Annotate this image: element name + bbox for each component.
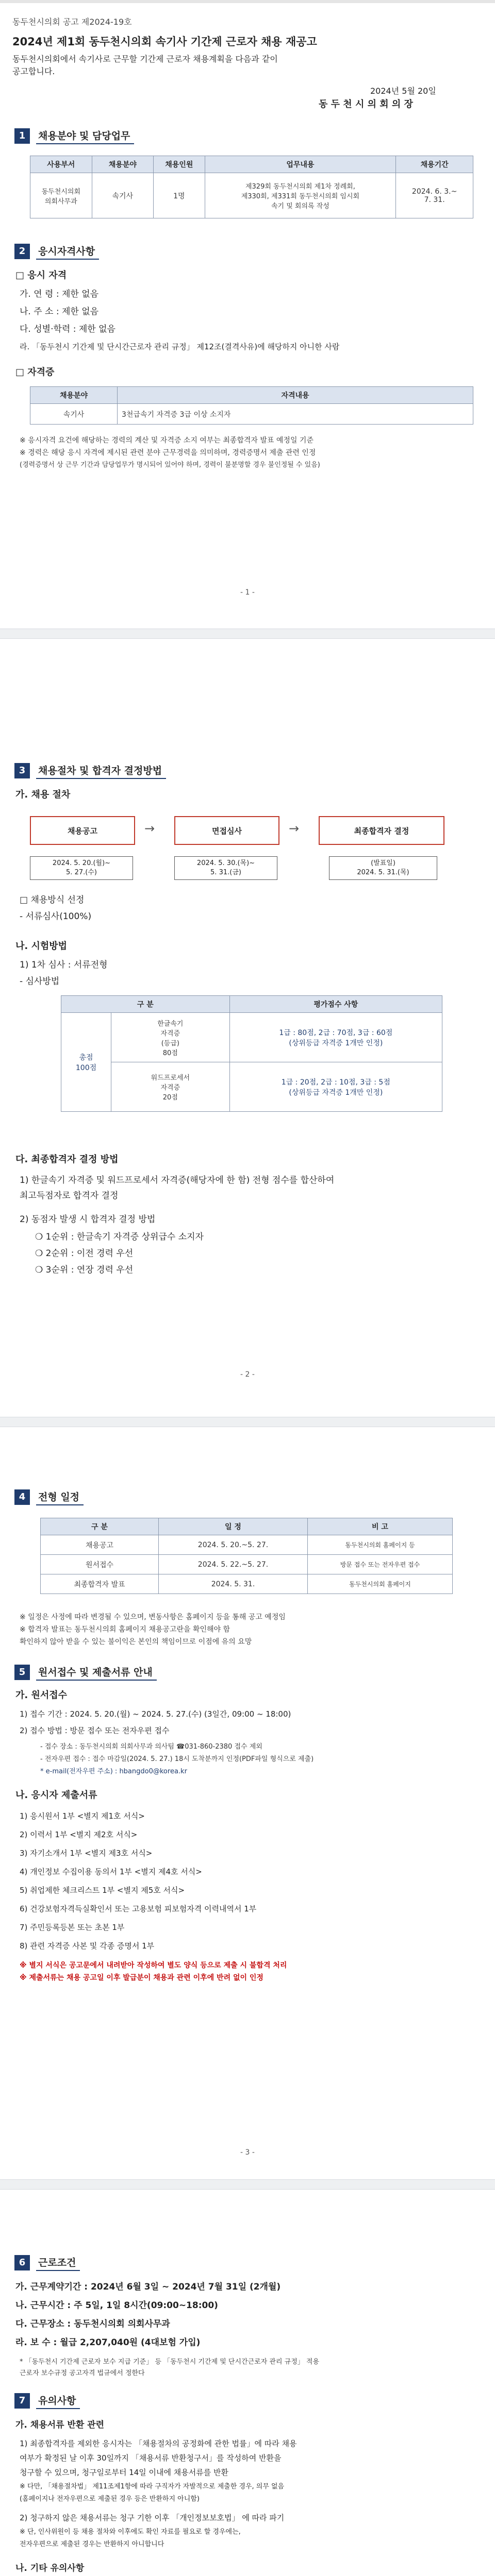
th-sched-cat: 구 분: [41, 1518, 159, 1535]
page-number: - 1 -: [240, 588, 255, 597]
document-title: 2024년 제1회 동두천시의회 속기사 기간제 근로자 채용 재공고: [12, 36, 317, 48]
notice-date: 2024년 5월 20일: [370, 86, 436, 96]
flow-date-3: (발표일) 2024. 5. 31.(목): [329, 856, 437, 880]
page-separator: [0, 2179, 495, 2190]
document-item: 5) 취업제한 체크리스트 1부 <별지 제5호 서식>: [20, 1886, 185, 1895]
section-number: 5: [14, 1665, 30, 1680]
section-title: 근로조건: [36, 2255, 80, 2271]
page-4: [9, 2195, 486, 2576]
notice-number: 동두천시의회 공고 제2024-19호: [12, 17, 132, 27]
th-sched-note: 비 고: [308, 1518, 453, 1535]
section-7-header: [14, 2393, 80, 2409]
procedure-heading: 가. 채용 절차: [15, 789, 71, 800]
tie-rule-1: ❍ 1순위 : 한글속기 자격증 상위급수 소지자: [35, 1232, 204, 1242]
td-eval-cat-1: 한글속기 자격증 (등급) 80점: [111, 1013, 230, 1062]
salary: 라. 보 수 : 월급 2,207,040원 (4대보험 가입): [15, 2337, 201, 2348]
td-total: 총점 100점: [61, 1013, 111, 1112]
arrow-icon: →: [144, 821, 155, 836]
section-4-header: [14, 1489, 84, 1505]
schedule-note-2: ※ 합격자 발표는 동두천시의회 홈페이지 채용공고란을 확인해야 함: [20, 1625, 230, 1634]
application-period: 1) 접수 기간 : 2024. 5. 20.(월) ~ 2024. 5. 27.(수) (3일간, 09:00 ~ 18:00): [20, 1709, 291, 1719]
section-number: 1: [14, 128, 30, 144]
return-line: ※ 다만, 「채용절차법」 제11조제1항에 따라 구직자가 자발적으로 제출한 경우, 의무 없음: [20, 2483, 285, 2490]
page-separator: [0, 1417, 495, 1427]
note-1: ※ 응시자격 요건에 해당하는 경력의 계산 및 자격증 소지 여부는 최종합격자 발표 예정일 기준: [20, 436, 314, 445]
application-email-rule: - 전자우편 접수 : 접수 마감일(2024. 5. 27.) 18시 도착분까지 인정(PDF파일 형식으로 제출): [40, 1755, 314, 1763]
td-eval-score-2: 1급 : 20점, 2급 : 10점, 3급 : 5점 (상위등급 자격증 1개만 인정): [229, 1062, 442, 1112]
document-item: 6) 건강보험자격득실확인서 또는 고용보험 피보험자격 이력내역서 1부: [20, 1904, 257, 1913]
license-table: [30, 386, 473, 425]
th-period: 채용기간: [396, 156, 473, 173]
schedule-note-3: 확인하지 않아 받을 수 있는 불이익은 본인의 책임이므로 이점에 유의 요망: [20, 1638, 252, 1646]
arrow-icon: →: [289, 821, 300, 836]
page-1: [9, 6, 486, 624]
td-sched-note: 동두천시의회 홈페이지: [308, 1574, 453, 1594]
document-item: 8) 관련 자격증 사본 및 각종 증명서 1부: [20, 1941, 155, 1951]
document-item: 2) 이력서 1부 <별지 제2호 서식>: [20, 1830, 138, 1839]
page-2: [9, 644, 486, 1417]
td-sched-cat: 최종합격자 발표: [41, 1574, 159, 1594]
section-number: 4: [14, 1489, 30, 1505]
td-count: 1명: [154, 173, 205, 218]
job-table: [30, 156, 473, 218]
th-eval-category: 구 분: [61, 996, 230, 1013]
return-line: 청구할 수 있으며, 청구일로부터 14일 이내에 채용서류를 반환: [20, 2468, 228, 2477]
td-sched-date: 2024. 5. 31.: [159, 1574, 308, 1594]
flow-step-2: 면접심사: [174, 816, 279, 845]
application-place: - 접수 장소 : 동두천시의회 의회사무과 의사팀 ☎031-860-2380 접수 제외: [40, 1743, 262, 1751]
document-item: 7) 주민등록등본 또는 초본 1부: [20, 1923, 125, 1932]
document-item: 1) 응시원서 1부 <별지 제1호 서식>: [20, 1811, 145, 1821]
td-sched-cat: 원서접수: [41, 1555, 159, 1574]
section-number: 6: [14, 2255, 30, 2270]
section-3-header: [14, 762, 166, 779]
first-screening: 1) 1차 심사 : 서류전형: [20, 960, 108, 970]
return-line: (홈페이지나 전자우편으로 제출된 경우 등은 반환하지 아니함): [20, 2495, 200, 2503]
tie-rule-2: ❍ 2순위 : 이전 경력 우선: [35, 1248, 134, 1259]
intro-line-2: 공고합니다.: [12, 66, 55, 76]
td-lic-content: 3천급속기 자격증 3급 이상 소지자: [118, 404, 473, 425]
note-2: ※ 경력은 해당 응시 자격에 제시된 관련 분야 근무경력을 의미하며, 경력증명서 제출 관련 인정: [20, 449, 316, 457]
th-sched-date: 일 정: [159, 1518, 308, 1535]
intro-line-1: 동두천시의회에서 속기사로 근무할 기간제 근로자 채용계획을 다음과 같이: [12, 54, 278, 64]
schedule-table: [40, 1518, 453, 1594]
flow-step-3: 최종합격자 결정: [319, 816, 444, 845]
section-6-header: [14, 2255, 80, 2271]
disposal-line: 전자우편으로 제출된 경우는 반환하지 아니합니다: [20, 2540, 164, 2548]
return-line: 여부가 확정된 날 이후 30일까지 「채용서류 반환청구서」를 작성하여 반환을: [20, 2453, 282, 2463]
documents-warning-2: ※ 제출서류는 채용 공고일 이후 발급분이 채용과 관련 이후에 반려 없이 인정: [20, 1974, 263, 1982]
th-eval-score: 평가점수 사항: [229, 996, 442, 1013]
application-email: * e-mail(전자우편 주소) : hbangdo0@korea.kr: [40, 1768, 187, 1775]
issuer: 동 두 천 시 의 회 의 장: [319, 99, 413, 110]
work-hours: 나. 근무시간 : 주 5일, 1일 8시간(09:00~18:00): [15, 2300, 218, 2311]
td-lic-field: 속기사: [30, 404, 118, 425]
th-lic-field: 채용분야: [30, 387, 118, 404]
decision-1b: 최고득점자로 합격자 결정: [20, 1191, 119, 1201]
decision-2: 2) 동점자 발생 시 합격자 결정 방법: [20, 1214, 156, 1225]
td-duty: 제329회 동두천시의회 제1차 정례회, 제330회, 제331회 동두천시의회 임시회 속기 및 회의록 작성: [205, 173, 396, 218]
method-heading: □ 채용방식 선정: [20, 895, 85, 905]
th-field: 채용분야: [92, 156, 154, 173]
eligibility-gender: 다. 성별·학력 : 제한 없음: [20, 324, 116, 334]
schedule-note-1: ※ 일정은 사정에 따라 변경될 수 있으며, 변동사항은 홈페이지 등을 통해 공고 예정임: [20, 1613, 286, 1621]
section-2-header: [14, 243, 99, 260]
th-count: 채용인원: [154, 156, 205, 173]
flow-date-2: 2024. 5. 30.(목)~ 5. 31.(금): [174, 856, 277, 880]
page-number: - 2 -: [240, 1370, 255, 1379]
flow-step-1: 채용공고: [30, 816, 135, 845]
return-docs-heading: 가. 채용서류 반환 관련: [15, 2420, 105, 2430]
page-3: [9, 1432, 486, 2179]
td-sched-cat: 채용공고: [41, 1535, 159, 1555]
eligibility-heading: □ 응시 자격: [15, 270, 67, 281]
eligibility-age: 가. 연 령 : 제한 없음: [20, 289, 99, 299]
top-bar: [0, 0, 495, 3]
license-heading: □ 자격증: [15, 367, 55, 378]
td-sched-note: 방문 접수 또는 전자우편 접수: [308, 1555, 453, 1574]
section-title: 채용절차 및 합격자 결정방법: [36, 763, 166, 779]
page-separator: [0, 629, 495, 639]
td-eval-cat-2: 워드프로세서 자격증 20점: [111, 1062, 230, 1112]
disposal-line: 2) 청구하지 않은 채용서류는 청구 기한 이후 「개인정보보호법」 에 따라 파기: [20, 2513, 285, 2522]
conditions-note-1: * 「동두천시 기간제 근로자 보수 지급 기준」 등 「동두천시 기간제 및 단시간근로자 관리 규정」 적용: [20, 2358, 319, 2366]
tie-rule-3: ❍ 3순위 : 연장 경력 우선: [35, 1265, 134, 1275]
disposal-line: ※ 단, 인사위원이 등 채용 절차와 이후에도 확인 자료를 필요로 할 경우에는,: [20, 2528, 241, 2536]
section-title: 응시자격사항: [36, 244, 99, 260]
section-title: 전형 일정: [36, 1489, 84, 1505]
conditions-note-2: 근로자 보수규정 공고자격 법규에서 정한다: [20, 2369, 145, 2377]
section-title: 유의사항: [36, 2393, 80, 2409]
application-heading: 가. 원서접수: [15, 1690, 68, 1701]
evaluation-table: [61, 995, 442, 1112]
flow-date-1: 2024. 5. 20.(월)~ 5. 27.(수): [30, 856, 133, 880]
section-1-header: [14, 128, 134, 144]
td-dept: 동두천시의회 의회사무과: [30, 173, 92, 218]
th-lic-content: 자격내용: [118, 387, 473, 404]
eligibility-disqualify: 라. 「동두천시 기간제 및 단시간근로자 관리 규정」 제12조(결격사유)에 해당하지 아니한 사람: [20, 342, 340, 351]
th-dept: 사용부서: [30, 156, 92, 173]
section-number: 7: [14, 2393, 30, 2409]
document-item: 4) 개인정보 수집이용 동의서 1부 <별지 제4호 서식>: [20, 1867, 202, 1876]
section-number: 2: [14, 244, 30, 259]
page-number: - 3 -: [240, 2148, 255, 2157]
document-item: 3) 자기소개서 1부 <별지 제3호 서식>: [20, 1849, 153, 1858]
note-3: (경력증명서 상 근무 기간과 담당업무가 명시되어 있어야 하며, 경력이 불분명할 경우 불인정될 수 있음): [20, 461, 320, 469]
td-eval-score-1: 1급 : 80점, 2급 : 70점, 3급 : 60점 (상위등급 자격증 1개만 인정): [229, 1013, 442, 1062]
application-method: 2) 접수 방법 : 방문 접수 또는 전자우편 접수: [20, 1726, 170, 1735]
method-item: - 서류심사(100%): [20, 911, 92, 922]
th-duty: 업무내용: [205, 156, 396, 173]
decision-1: 1) 한글속기 자격증 및 워드프로세서 자격증(해당자에 한 함) 전형 점수를 합산하여: [20, 1175, 335, 1185]
final-decision-heading: 다. 최종합격자 결정 방법: [15, 1154, 119, 1165]
section-title: 채용분야 및 담당업무: [36, 128, 134, 144]
screening-method: - 심사방법: [20, 976, 60, 987]
contract-period: 가. 근무계약기간 : 2024년 6월 3일 ~ 2024년 7월 31일 (2개월): [15, 2282, 281, 2292]
eligibility-address: 나. 주 소 : 제한 없음: [20, 307, 99, 317]
test-method-heading: 나. 시험방법: [15, 941, 68, 952]
documents-warning-1: ※ 별지 서식은 공고문에서 내려받아 작성하여 별도 양식 등으로 제출 시 불합격 처리: [20, 1961, 287, 1970]
return-line: 1) 최종합격자를 제외한 응시자는 「채용절차의 공정화에 관한 법률」에 따라 채용: [20, 2439, 297, 2448]
other-notes-heading: 나. 기타 유의사항: [15, 2563, 85, 2573]
td-period: 2024. 6. 3.~ 7. 31.: [396, 173, 473, 218]
td-field: 속기사: [92, 173, 154, 218]
section-title: 원서접수 및 제출서류 안내: [36, 1665, 157, 1681]
section-number: 3: [14, 763, 30, 778]
section-5-header: [14, 1664, 157, 1681]
td-sched-note: 동두천시의회 홈페이지 등: [308, 1535, 453, 1555]
td-sched-date: 2024. 5. 20.~5. 27.: [159, 1535, 308, 1555]
work-place: 다. 근무장소 : 동두천시의회 의회사무과: [15, 2319, 170, 2329]
td-sched-date: 2024. 5. 22.~5. 27.: [159, 1555, 308, 1574]
documents-heading: 나. 응시자 제출서류: [15, 1790, 97, 1801]
